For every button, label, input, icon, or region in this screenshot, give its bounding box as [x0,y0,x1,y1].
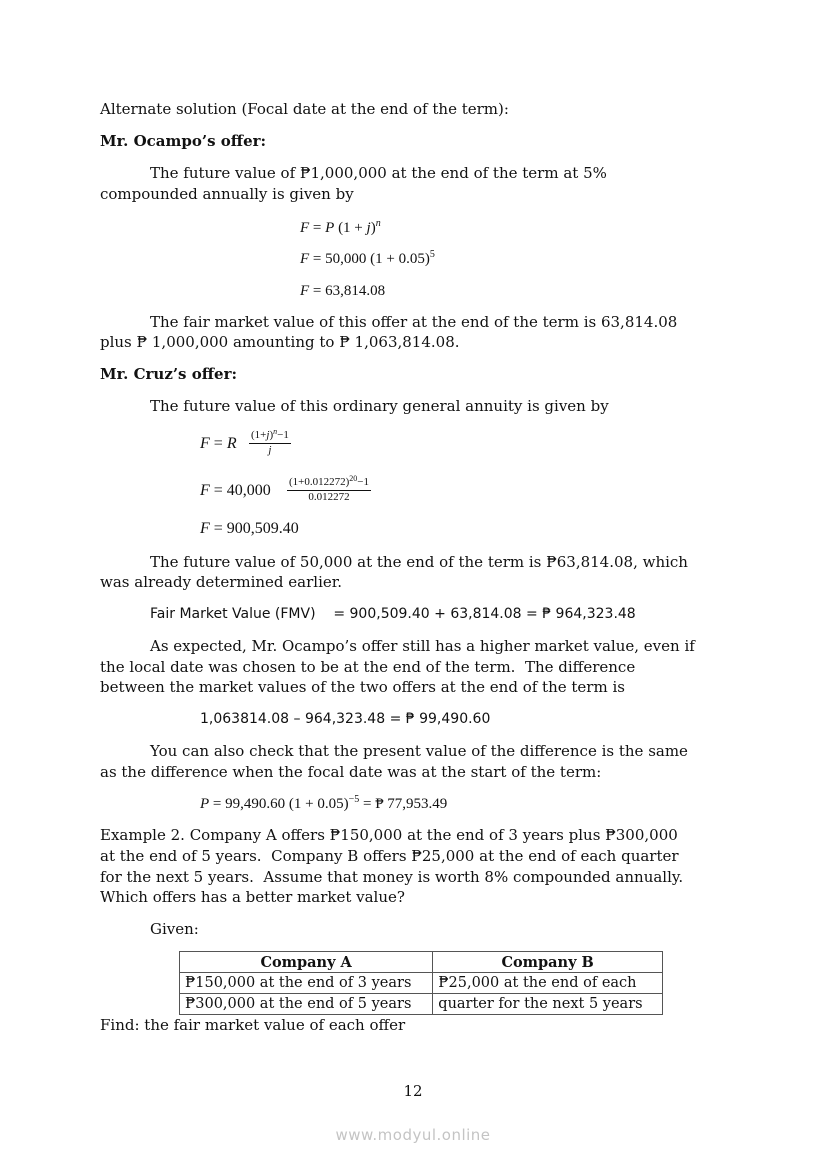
watermark: www.modyul.online [335,1126,491,1144]
formula-text: = 50,000 (1 + 0.05) [309,251,430,267]
table-header-row [180,952,663,973]
given-label: Given: [150,920,199,938]
formula-text: = [209,435,227,452]
fraction-denominator: 0.012272 [308,491,350,503]
annuity-formula-lhs [200,434,237,454]
paragraph-line: plus ₱ 1,000,000 amounting to ₱ 1,063,814.08. [100,333,460,351]
difference-line: 1,063814.08 – 964,323.48 = ₱ 99,490.60 [200,711,491,727]
table-row [180,973,663,994]
formula-text: (1 + [334,220,367,236]
formula-text: = 63,814.08 [309,283,386,299]
paragraph-line: between the market values of the two offers at the end of the term is [100,678,625,696]
paragraph-line: The future value of this ordinary general annuity is given by [150,397,609,415]
formula-var: F [300,220,310,236]
paragraph-line: You can also check that the present value of the difference is the same [150,742,688,760]
example-2-line: at the end of 5 years. Company B offers ₱25,000 at the end of each quarter [100,847,679,865]
formula-compound [300,218,381,238]
find-line: Find: the fair market value of each offer [100,1016,406,1034]
given-table [179,951,663,1015]
formula-var: R [226,435,237,452]
ocampo-offer-heading: Mr. Ocampo’s offer: [100,132,267,150]
table-cell: ₱25,000 at the end of each [433,973,663,994]
fmv-line: Fair Market Value (FMV) = 900,509.40 + 63,814.08 = ₱ 964,323.48 [150,606,636,622]
formula-var: P [325,220,335,236]
paragraph-line: The future value of ₱1,000,000 at the end of the term at 5% [150,164,607,182]
formula-substitution [300,249,435,269]
formula-var: F [200,435,210,452]
table-header-company-a: Company A [180,952,433,973]
example-2-line: Which offers has a better market value? [100,888,405,906]
formula-exponent: −5 [348,794,360,805]
annuity-result [200,519,299,539]
table-header-company-b: Company B [433,952,663,973]
formula-var: F [300,283,310,299]
paragraph-line: As expected, Mr. Ocampo’s offer still has a higher market value, even if [150,637,695,655]
annuity-substitution-lhs [200,481,271,501]
cruz-offer-heading: Mr. Cruz’s offer: [100,365,238,383]
fraction-numerator: $(1+j)^n-1$ [249,429,291,444]
alt-solution-heading: Alternate solution (Focal date at the end of the term): [100,100,509,118]
formula-exponent: 5 [429,249,435,260]
formula-text: = 900,509.40 [209,520,299,537]
formula-var: j [366,220,371,236]
annuity-formula-fraction [249,429,291,457]
formula-var: F [300,251,310,267]
formula-text: = ₱ 77,953.49 [359,796,448,812]
formula-var: F [200,520,210,537]
paragraph-line: compounded annually is given by [100,185,354,203]
fraction-numerator: $(1+0.012272)^{20}-1$ [287,476,371,491]
table-cell: ₱300,000 at the end of 5 years [180,994,433,1015]
formula-text: = 40,000 [209,482,271,499]
formula-text: = [309,220,326,236]
example-2-line: Example 2. Company A offers ₱150,000 at the end of 3 years plus ₱300,000 [100,826,678,844]
present-value-formula [200,794,447,814]
paragraph-line: The future value of 50,000 at the end of the term is ₱63,814.08, which [150,553,688,571]
fraction-denominator: j [268,444,272,456]
annuity-substitution-fraction [287,476,371,504]
paragraph-line: the local date was chosen to be at the end of the term. The difference [100,658,636,676]
page-number: 12 [403,1082,423,1100]
formula-var: F [200,482,210,499]
table-cell: ₱150,000 at the end of 3 years [180,973,433,994]
paragraph-line: The fair market value of this offer at the end of the term is 63,814.08 [150,313,678,331]
table-row [180,994,663,1015]
formula-exponent: n [375,218,381,229]
formula-result [300,281,385,301]
paragraph-line: as the difference when the focal date was at the start of the term: [100,763,602,781]
formula-text: ) [370,220,376,236]
formula-var: P [200,796,210,812]
example-2-line: for the next 5 years. Assume that money is worth 8% compounded annually. [100,868,684,886]
table-cell: quarter for the next 5 years [433,994,663,1015]
paragraph-line: was already determined earlier. [100,573,343,591]
formula-text: = 99,490.60 (1 + 0.05) [209,796,349,812]
